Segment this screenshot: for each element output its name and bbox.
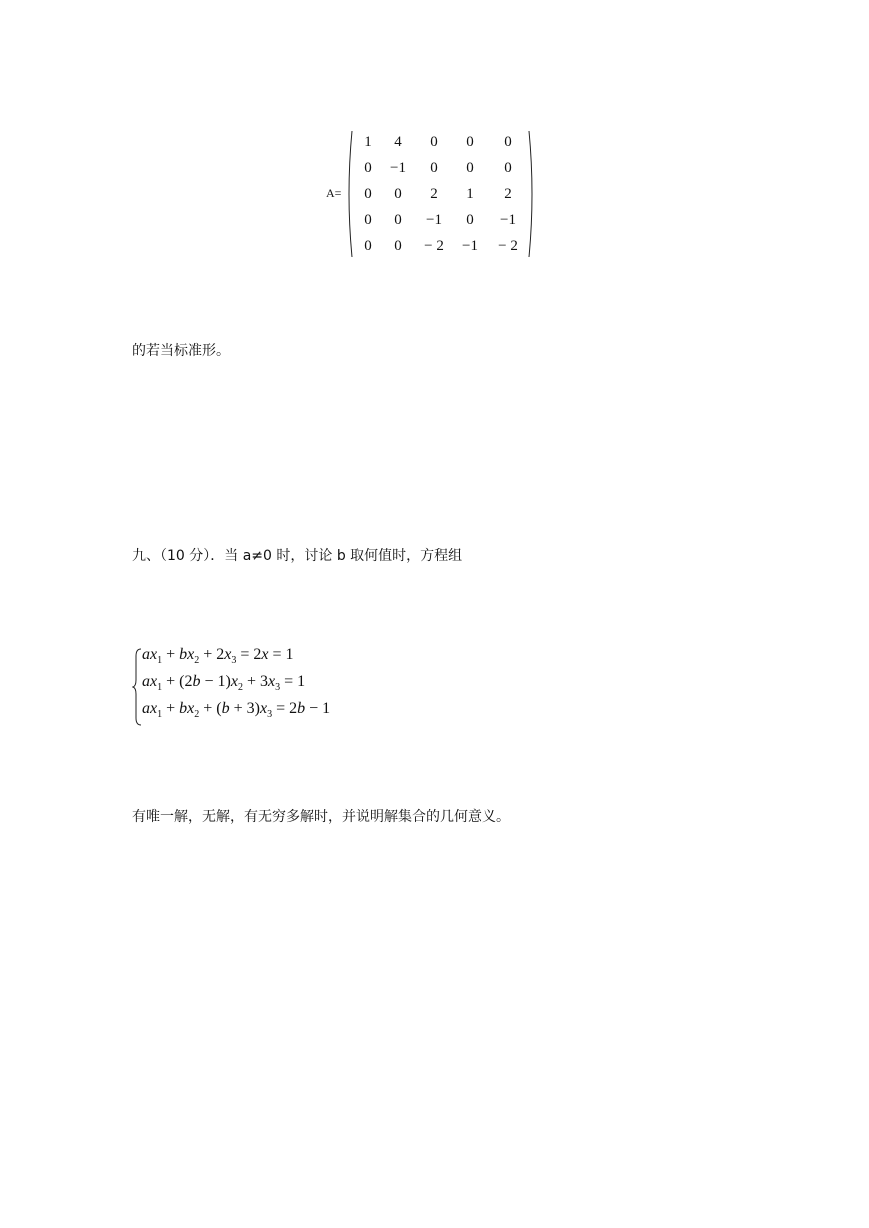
matrix-cell: 4 bbox=[394, 134, 402, 150]
matrix-cell: 0 bbox=[394, 212, 402, 228]
question9-outro-text: 有唯一解，无解，有无穷多解时，并说明解集合的几何意义。 bbox=[132, 809, 510, 825]
matrix-cell: 0 bbox=[466, 134, 474, 150]
matrix-cell: 0 bbox=[504, 134, 512, 150]
matrix-cell: 0 bbox=[364, 186, 372, 202]
matrix-cell: 1 bbox=[364, 134, 372, 150]
matrix-a bbox=[326, 128, 546, 262]
equation-3: $ax_1 + bx_2 + (b + 3)x_3 = 2b - 1$ bbox=[142, 700, 331, 721]
matrix-cell: − 2 bbox=[498, 238, 518, 254]
matrix-cell: − 2 bbox=[424, 238, 444, 254]
matrix-label: A= bbox=[326, 186, 342, 200]
matrix-cell: −1 bbox=[390, 160, 406, 176]
matrix-cell: −1 bbox=[462, 238, 478, 254]
matrix-cell: 0 bbox=[394, 186, 402, 202]
matrix-cell: 2 bbox=[504, 186, 512, 202]
equation-system bbox=[132, 646, 412, 726]
matrix-cell: −1 bbox=[500, 212, 516, 228]
matrix-cell: 0 bbox=[504, 160, 512, 176]
matrix-cell: 0 bbox=[364, 160, 372, 176]
matrix-cell: 0 bbox=[466, 160, 474, 176]
matrix-cell: 1 bbox=[466, 186, 474, 202]
equation-2: $ax_1 + (2b - 1)x_2 + 3x_3 = 1$ bbox=[142, 673, 306, 694]
matrix-cell: 0 bbox=[394, 238, 402, 254]
question8-tail-text: 的若当标准形。 bbox=[132, 343, 230, 359]
matrix-cell: −1 bbox=[426, 212, 442, 228]
matrix-cell: 0 bbox=[364, 212, 372, 228]
question9-intro-text: 九、（10 分）．当 a≠0 时，讨论 b 取何值时，方程组 bbox=[132, 548, 463, 564]
equation-1: $ax_1 + bx_2 + 2x_3 = 2x = 1$ bbox=[142, 646, 294, 667]
matrix-cell: 0 bbox=[364, 238, 372, 254]
matrix-cell: 2 bbox=[430, 186, 438, 202]
matrix-cell: 0 bbox=[466, 212, 474, 228]
matrix-right-paren bbox=[528, 130, 536, 258]
matrix-cell: 0 bbox=[430, 134, 438, 150]
matrix-cell: 0 bbox=[430, 160, 438, 176]
